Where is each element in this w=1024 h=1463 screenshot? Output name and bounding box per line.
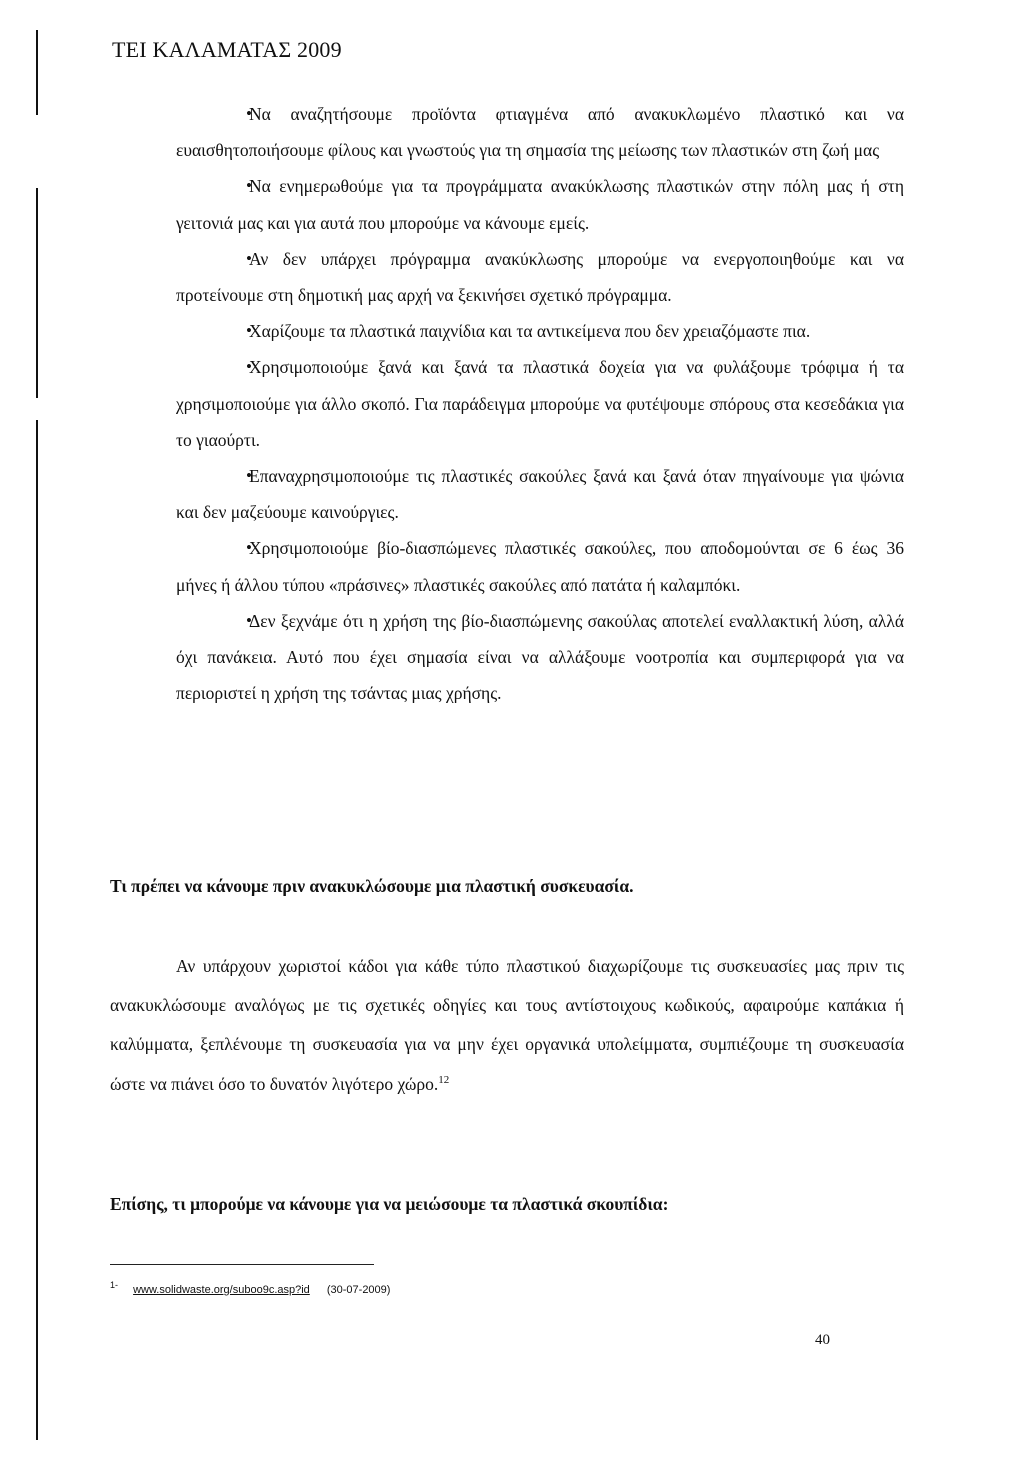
bullet-item: • Να ενημερωθούμε για τα προγράμματα ανακύκλωσης πλαστικών στην πόλη μας ή στη γειτονιά μας και για αυτά που μπορούμε να κάνουμε εμείς. xyxy=(176,168,904,240)
footnote-date: (30-07-2009) xyxy=(326,1283,391,1296)
bullet-item: • Επαναχρησιμοποιούμε τις πλαστικές σακούλες ξανά και ξανά όταν πηγαίνουμε για ψώνια και δεν μαζεύουμε καινούργιες. xyxy=(176,458,904,530)
bullet-item: • Αν δεν υπάρχει πρόγραμμα ανακύκλωσης μπορούμε να ενεργοποιηθούμε και να προτείνουμε στη δημοτική μας αρχή να ξεκινήσει σχετικό πρόγραμμα. xyxy=(176,241,904,313)
left-margin-line xyxy=(36,188,38,398)
page-header: ΤΕΙ ΚΑΛΑΜΑΤΑΣ 2009 xyxy=(112,37,342,62)
bullet-item: • Χαρίζουμε τα πλαστικά παιχνίδια και τα αντικείμενα που δεν χρειαζόμαστε πια. xyxy=(176,313,904,349)
footnote-divider xyxy=(110,1264,374,1265)
page-number: 40 xyxy=(815,1332,830,1348)
footnote-reference[interactable]: 12 xyxy=(438,1073,450,1086)
body-paragraph xyxy=(110,947,904,1104)
section-heading: Τι πρέπει να κάνουμε πριν ανακυκλώσουμε μια πλαστική συσκευασία. xyxy=(110,876,634,896)
footnote xyxy=(110,1280,390,1296)
left-margin-line xyxy=(36,30,38,115)
footnote-link[interactable]: www.solidwaste.org/suboo9c.asp?id xyxy=(133,1283,310,1296)
footnote-marker: 1- xyxy=(110,1280,119,1290)
left-margin-line xyxy=(36,420,38,1440)
section-heading: Επίσης, τι μπορούμε να κάνουμε για να μειώσουμε τα πλαστικά σκουπίδια: xyxy=(110,1194,669,1214)
bullet-item: • Χρησιμοποιούμε ξανά και ξανά τα πλαστικά δοχεία για να φυλάξουμε τρόφιμα ή τα χρησιμοποιούμε για άλλο σκοπό. Για παράδειγμα μπορούμε να φυτέψουμε σπόρους στα κεσεδάκια για το γιαούρτι. xyxy=(176,349,904,458)
bullet-item: • Να αναζητήσουμε προϊόντα φτιαγμένα από ανακυκλωμένο πλαστικό και να ευαισθητοποιήσουμε φίλους και γνωστούς για τη σημασία της μείωσης των πλαστικών στη ζωή μας xyxy=(176,96,904,168)
bullet-item: • Δεν ξεχνάμε ότι η χρήση της βίο-διασπώμενης σακούλας αποτελεί εναλλακτική λύση, αλλά όχι πανάκεια. Αυτό που έχει σημασία είναι να αλλάξουμε νοοτροπία και συμπεριφορά για να περιοριστεί η χρήση της τσάντας μιας χρήσης. xyxy=(176,603,904,712)
paragraph-text: Αν υπάρχουν χωριστοί κάδοι για κάθε τύπο πλαστικού διαχωρίζουμε τις συσκευασίες μας πριν τις ανακυκλώσουμε αναλόγως με τις σχετικές οδηγίες και τους αντίστοιχους κωδικούς, αφαιρούμε καπάκια ή καλύμματα, ξεπλένουμε τη συσκευασία για να μην έχει οργανικά υπολείμματα, συμπιέζουμε τη συσκευασία ώστε να πιάνει όσο το δυνατόν λιγότερο χώρο. xyxy=(110,956,904,1094)
bullet-item: • Χρησιμοποιούμε βίο-διασπώμενες πλαστικές σακούλες, που αποδομούνται σε 6 έως 36 μήνες ή άλλου τύπου «πράσινες» πλαστικές σακούλες από πατάτα ή καλαμπόκι. xyxy=(176,530,904,602)
bullet-list xyxy=(176,96,904,711)
